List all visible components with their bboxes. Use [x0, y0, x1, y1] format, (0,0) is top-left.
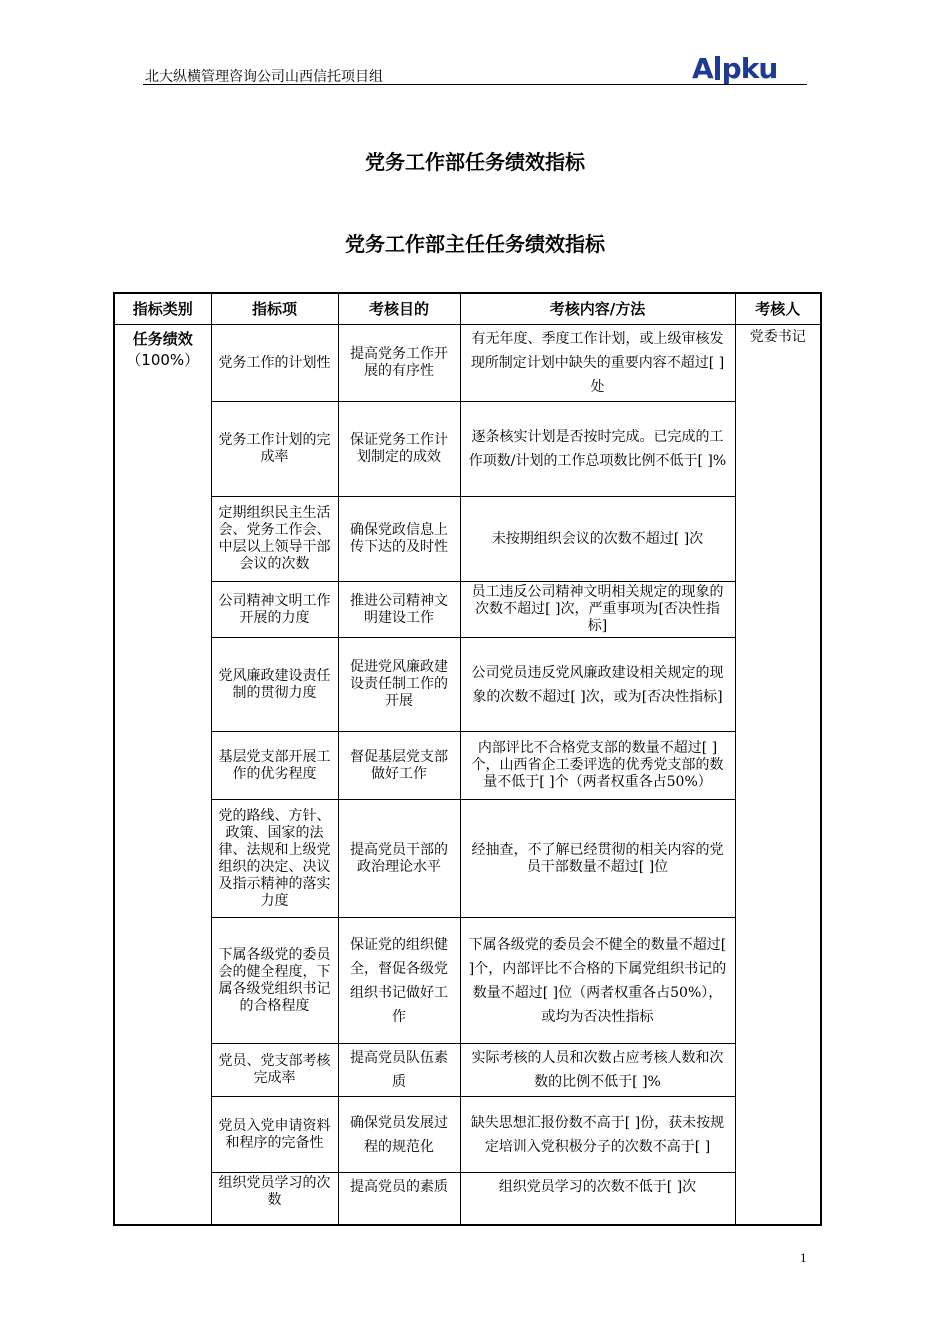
table-row: [114, 918, 821, 1044]
method-cell: 内部评比不合格党支部的数量不超过[ ]个，山西省企工委评选的优秀党支部的数量不低于[ ]个（两者权重各占50%）: [460, 732, 735, 800]
item-cell: 党的路线、方针、政策、国家的法律、法规和上级党组织的决定、决议及指示精神的落实力度: [211, 800, 338, 918]
item-cell: 定期组织民主生活会、党务工作会、中层以上领导干部会议的次数: [211, 497, 338, 582]
purpose-cell: 提高党员队伍素质: [338, 1044, 460, 1097]
header-reviewer: 考核人: [735, 293, 821, 325]
method-cell: 员工违反公司精神文明相关规定的现象的次数不超过[ ]次，严重事项为[否决性指标]: [460, 582, 735, 638]
table-header-row: [114, 293, 821, 325]
table-row: [114, 1173, 821, 1225]
item-cell: 下属各级党的委员会的健全程度，下属各级党组织书记的合格程度: [211, 918, 338, 1044]
purpose-cell: 提高党务工作开展的有序性: [338, 325, 460, 402]
document-title: 党务工作部任务绩效指标: [365, 150, 585, 174]
table-row: [114, 497, 821, 582]
purpose-cell: 提高党员的素质: [338, 1173, 460, 1225]
item-cell: 党风廉政建设责任制的贯彻力度: [211, 638, 338, 732]
method-cell: 组织党员学习的次数不低于[ ]次: [460, 1173, 735, 1225]
purpose-cell: 督促基层党支部做好工作: [338, 732, 460, 800]
method-cell: 未按期组织会议的次数不超过[ ]次: [460, 497, 735, 582]
item-cell: 党务工作计划的完成率: [211, 402, 338, 497]
table-row: [114, 638, 821, 732]
header-purpose: 考核目的: [338, 293, 460, 325]
item-cell: 基层党支部开展工作的优劣程度: [211, 732, 338, 800]
purpose-cell: 推进公司精神文明建设工作: [338, 582, 460, 638]
item-cell: 组织党员学习的次数: [211, 1173, 338, 1225]
purpose-cell: 保证党务工作计划制定的成效: [338, 402, 460, 497]
reviewer-cell: 党委书记: [735, 325, 821, 1225]
method-cell: 下属各级党的委员会不健全的数量不超过[ ]个，内部评比不合格的下属党组织书记的数量不超过[ ]位（两者权重各占50%），或均为否决性指标: [460, 918, 735, 1044]
table-row: [114, 402, 821, 497]
table-title: 党务工作部主任任务绩效指标: [345, 232, 605, 256]
header-org-name: 北大纵横管理咨询公司山西信托项目组: [145, 69, 383, 85]
item-cell: 党务工作的计划性: [211, 325, 338, 402]
method-cell: 经抽查，不了解已经贯彻的相关内容的党员干部数量不超过[ ]位: [460, 800, 735, 918]
table-row: [114, 800, 821, 918]
method-cell: 有无年度、季度工作计划，或上级审核发现所制定计划中缺失的重要内容不超过[ ]处: [460, 325, 735, 402]
page-number: 1: [800, 1250, 807, 1265]
category-weight: （100%）: [126, 351, 200, 369]
method-cell: 实际考核的人员和次数占应考核人数和次数的比例不低于[ ]%: [460, 1044, 735, 1097]
item-cell: 公司精神文明工作开展的力度: [211, 582, 338, 638]
table-row: [114, 732, 821, 800]
method-cell: 缺失思想汇报份数不高于[ ]份，获未按规定培训入党积极分子的次数不高于[ ]: [460, 1097, 735, 1173]
performance-table: [113, 292, 822, 1226]
table-row: [114, 1097, 821, 1173]
method-cell: 逐条核实计划是否按时完成。已完成的工作项数/计划的工作总项数比例不低于[ ]%: [460, 402, 735, 497]
table-row: [114, 582, 821, 638]
purpose-cell: 促进党风廉政建设责任制工作的开展: [338, 638, 460, 732]
company-logo: A pku: [692, 52, 778, 85]
table-row: [114, 1044, 821, 1097]
category-cell: [114, 325, 211, 1225]
header-method: 考核内容/方法: [460, 293, 735, 325]
purpose-cell: 提高党员干部的政治理论水平: [338, 800, 460, 918]
purpose-cell: 确保党员发展过程的规范化: [338, 1097, 460, 1173]
method-cell: 公司党员违反党风廉政建设相关规定的现象的次数不超过[ ]次，或为[否决性指标]: [460, 638, 735, 732]
purpose-cell: 保证党的组织健全，督促各级党组织书记做好工作: [338, 918, 460, 1044]
item-cell: 党员入党申请资料和程序的完备性: [211, 1097, 338, 1173]
category-label: 任务绩效: [132, 330, 193, 348]
header-item: 指标项: [211, 293, 338, 325]
header-category: 指标类别: [114, 293, 211, 325]
item-cell: 党员、党支部考核完成率: [211, 1044, 338, 1097]
purpose-cell: 确保党政信息上传下达的及时性: [338, 497, 460, 582]
table-row: [114, 325, 821, 402]
